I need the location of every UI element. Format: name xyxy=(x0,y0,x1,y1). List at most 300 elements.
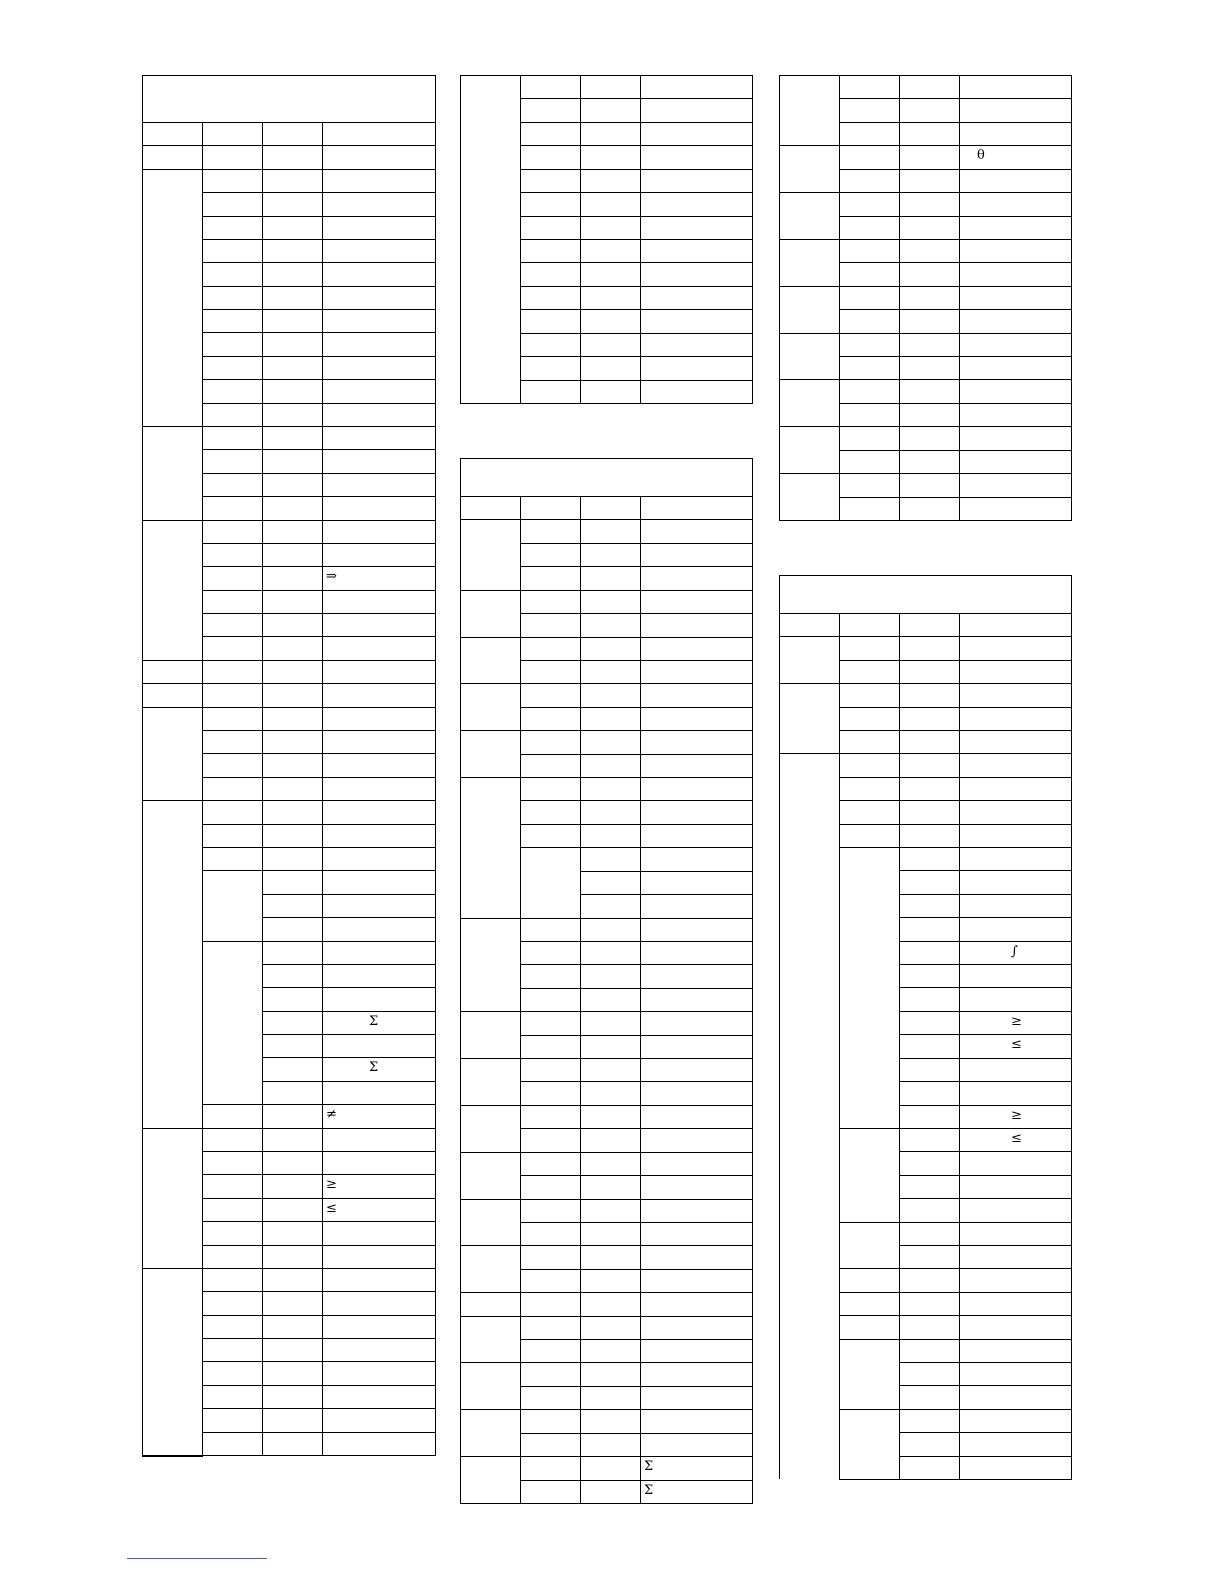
table-3-group-cell xyxy=(779,379,840,427)
table-4-cell xyxy=(899,1245,960,1269)
table-1-cell xyxy=(322,1198,436,1222)
table-2-cell xyxy=(580,519,641,544)
symbol-1-19: ⇒ xyxy=(326,569,337,584)
table-4-group-cell xyxy=(779,683,840,754)
table-1-cell xyxy=(202,286,263,310)
table-2-cell xyxy=(580,730,641,755)
table-1-cell xyxy=(322,169,436,193)
table-1-cell xyxy=(202,683,263,708)
table-1-cell xyxy=(322,987,436,1012)
table-2-group-cell xyxy=(460,730,521,778)
table-1-cell xyxy=(262,192,323,217)
table-1-cell xyxy=(202,449,263,474)
table-2-cell xyxy=(640,1339,753,1363)
table-1-cell xyxy=(202,426,263,450)
table-4-cell xyxy=(899,1339,960,1363)
table-2-cell xyxy=(580,988,641,1012)
table-1-cell xyxy=(202,262,263,287)
table-1-cell xyxy=(202,1104,263,1129)
table-4-group-cell xyxy=(839,1222,900,1269)
table-3-cell xyxy=(839,333,900,357)
table-4-cell xyxy=(959,707,1072,731)
table-1-cell xyxy=(262,870,323,895)
table-1-cell xyxy=(322,917,436,942)
table-1-title-cell xyxy=(142,75,436,123)
table-1-cell xyxy=(202,192,263,217)
table-1-group-cell xyxy=(142,169,203,427)
table-2-cell xyxy=(520,169,581,193)
table-3-group-cell xyxy=(779,239,840,287)
table-2-cell xyxy=(640,1245,753,1270)
table-2-cell xyxy=(640,613,753,638)
table-2-cell xyxy=(640,707,753,731)
table-1-cell xyxy=(202,1315,263,1339)
table-4-cell xyxy=(899,1151,960,1176)
table-4-group-cell xyxy=(839,683,900,708)
table-2-cell xyxy=(580,543,641,567)
table-2-cell xyxy=(520,941,581,965)
table-2-cell xyxy=(580,1199,641,1223)
table-2-header-cell xyxy=(640,496,753,520)
table-4-group-cell xyxy=(839,824,900,848)
table-1-cell xyxy=(322,1315,436,1339)
table-2-cell xyxy=(520,1245,581,1270)
table-3-cell xyxy=(959,379,1072,404)
table-2-cell xyxy=(520,1433,581,1457)
table-2-cell xyxy=(520,519,581,544)
table-4-cell xyxy=(899,1034,960,1059)
table-1-cell xyxy=(322,449,436,474)
table-1-cell xyxy=(262,1385,323,1409)
table-1-cell xyxy=(262,1315,323,1339)
table-2-cell xyxy=(640,192,753,217)
table-2-cell xyxy=(640,122,753,146)
table-1-group-cell xyxy=(142,1455,203,1457)
table-2-cell xyxy=(580,286,641,310)
table-2-cell xyxy=(520,1199,581,1223)
table-2-cell xyxy=(520,216,581,240)
table-4-cell xyxy=(899,1315,960,1340)
table-2-cell xyxy=(580,1456,641,1481)
table-4-cell xyxy=(899,917,960,942)
table-3-cell xyxy=(899,98,960,123)
table-1-cell xyxy=(322,1151,436,1175)
table-2-header-cell xyxy=(460,496,521,520)
table-1-cell xyxy=(322,520,436,544)
table-2-cell xyxy=(580,1386,641,1410)
table-1-cell xyxy=(262,1432,323,1456)
table-3-cell xyxy=(899,473,960,498)
table-4-cell xyxy=(959,1151,1072,1176)
table-1-cell xyxy=(262,1057,323,1082)
table-2-cell xyxy=(520,192,581,217)
table-2-cell xyxy=(580,824,641,848)
table-4-cell xyxy=(899,777,960,801)
table-3-cell xyxy=(959,497,1072,521)
table-2-cell xyxy=(580,75,641,99)
table-2-cell xyxy=(580,1128,641,1153)
table-2-title-cell xyxy=(460,458,753,497)
table-3-cell xyxy=(959,98,1072,123)
table-4-cell xyxy=(959,1456,1072,1480)
table-4-title-cell xyxy=(779,575,1072,614)
table-1-cell xyxy=(322,1408,436,1433)
table-2-cell xyxy=(580,216,641,240)
table-4-group-cell xyxy=(839,1339,900,1410)
table-3-cell xyxy=(899,75,960,99)
table-1-cell xyxy=(202,543,263,567)
table-2-cell xyxy=(520,1105,581,1129)
table-4-cell xyxy=(959,1058,1072,1082)
table-1-cell xyxy=(322,707,436,731)
table-2-cell xyxy=(580,871,641,895)
table-2-group-cell xyxy=(460,1105,521,1153)
table-3-cell xyxy=(839,473,900,498)
table-4-cell xyxy=(899,1198,960,1223)
table-1-cell xyxy=(202,473,263,497)
table-2-cell xyxy=(520,683,581,708)
table-1-cell xyxy=(322,426,436,450)
table-2-cell xyxy=(640,1316,753,1340)
table-3-cell xyxy=(839,169,900,193)
table-3-cell xyxy=(899,309,960,334)
table-2-cell xyxy=(580,1433,641,1457)
table-1-group-cell xyxy=(142,660,203,684)
table-4-cell xyxy=(959,1339,1072,1363)
table-1-cell xyxy=(322,870,436,895)
table-4-cell xyxy=(959,1245,1072,1269)
table-2-cell xyxy=(640,1105,753,1129)
table-2-cell xyxy=(580,145,641,170)
symbol-4-21: ≥ xyxy=(1011,1108,1022,1123)
table-2-cell xyxy=(520,1152,581,1176)
table-2-cell xyxy=(520,122,581,146)
symbol-2-41: Σ xyxy=(644,1459,654,1474)
table-2-group-cell xyxy=(460,1199,521,1246)
table-2-cell xyxy=(580,98,641,123)
table-1-group-cell xyxy=(142,520,203,661)
table-2-cell xyxy=(520,1035,581,1059)
table-4-cell xyxy=(959,1081,1072,1106)
table-1-cell xyxy=(202,613,263,637)
table-2-cell xyxy=(640,145,753,170)
table-2-cell xyxy=(640,1292,753,1317)
table-1-cell xyxy=(262,566,323,591)
table-1-cell xyxy=(202,145,263,170)
table-4-cell xyxy=(959,1409,1072,1433)
table-1-cell xyxy=(322,636,436,661)
table-2-group-cell xyxy=(460,683,521,731)
table-2-cell xyxy=(520,75,581,99)
table-2-cell xyxy=(520,1339,581,1363)
table-4-cell xyxy=(899,1385,960,1410)
table-3-cell xyxy=(899,333,960,357)
table-2-cell xyxy=(640,309,753,334)
table-3-cell xyxy=(839,356,900,380)
table-2-cell xyxy=(520,1175,581,1200)
table-2-cell xyxy=(580,566,641,591)
table-1-cell xyxy=(322,894,436,918)
table-2-cell xyxy=(520,707,581,731)
table-1-cell xyxy=(262,403,323,427)
table-2-cell xyxy=(640,1433,753,1457)
table-4-cell xyxy=(899,1222,960,1246)
table-1-cell xyxy=(202,356,263,380)
table-1-cell xyxy=(322,1221,436,1246)
table-1-cell xyxy=(202,1245,263,1269)
table-2-group-cell xyxy=(460,1362,521,1410)
table-3-cell xyxy=(899,356,960,380)
table-1-cell xyxy=(262,1221,323,1246)
table-3-cell xyxy=(959,333,1072,357)
table-1-cell xyxy=(262,753,323,778)
table-2-cell xyxy=(640,566,753,591)
table-2-cell xyxy=(640,356,753,381)
table-3-cell xyxy=(839,145,900,170)
table-2-cell xyxy=(640,75,753,99)
table-1-cell xyxy=(322,964,436,988)
table-4-cell xyxy=(899,1105,960,1129)
table-1-cell xyxy=(322,543,436,567)
table-2-cell xyxy=(580,1409,641,1434)
table-1-cell xyxy=(202,496,263,521)
table-2-cell xyxy=(640,871,753,895)
table-3-group-cell xyxy=(779,145,840,193)
table-2-cell xyxy=(580,1058,641,1082)
table-4-cell xyxy=(899,1409,960,1433)
table-1-cell xyxy=(262,707,323,731)
table-1-cell xyxy=(322,1432,436,1456)
table-4-cell xyxy=(959,777,1072,801)
table-3-cell xyxy=(839,426,900,451)
table-2-cell xyxy=(640,1152,753,1176)
table-2-cell xyxy=(640,1175,753,1200)
table-2-cell xyxy=(580,1245,641,1270)
table-1-cell xyxy=(262,730,323,754)
table-1-cell xyxy=(202,590,263,614)
table-2-cell xyxy=(520,1456,581,1481)
table-4-group-cell xyxy=(839,1315,900,1340)
table-4-cell xyxy=(899,1175,960,1199)
table-1-cell xyxy=(202,660,263,684)
table-1-cell xyxy=(322,941,436,965)
table-3-cell xyxy=(899,450,960,474)
table-2-cell xyxy=(580,754,641,778)
table-2-group-cell xyxy=(460,637,521,684)
table-2-cell xyxy=(520,566,581,591)
table-2-cell xyxy=(580,964,641,989)
table-4-cell xyxy=(899,800,960,825)
table-1-group-cell xyxy=(142,1128,203,1269)
table-1-cell xyxy=(262,356,323,380)
table-3-cell xyxy=(959,192,1072,217)
table-2-cell xyxy=(640,1480,753,1504)
table-1-cell xyxy=(202,216,263,240)
symbol-4-22: ≤ xyxy=(1011,1131,1022,1146)
table-1-cell xyxy=(262,1245,323,1269)
table-4-cell xyxy=(959,1362,1072,1386)
table-4-cell xyxy=(959,1385,1072,1410)
table-1-cell xyxy=(202,1432,263,1456)
table-4-group-cell xyxy=(839,800,900,825)
table-1-cell xyxy=(322,1268,436,1292)
table-2-cell xyxy=(520,800,581,825)
table-1-group-cell xyxy=(142,1268,203,1456)
symbol-1-40: Σ xyxy=(369,1060,379,1075)
table-2-cell xyxy=(520,1409,581,1434)
table-1-cell xyxy=(202,753,263,778)
table-1-group-cell xyxy=(142,145,203,170)
table-2-cell xyxy=(580,613,641,638)
table-3-cell xyxy=(959,286,1072,310)
table-2-cell xyxy=(580,1152,641,1176)
table-1-cell xyxy=(322,286,436,310)
table-4-cell xyxy=(959,636,1072,661)
table-3-cell xyxy=(899,239,960,263)
table-2-group-cell xyxy=(460,918,521,1012)
table-4-group-cell xyxy=(839,1268,900,1293)
table-3-cell xyxy=(839,309,900,334)
table-3-cell xyxy=(899,216,960,240)
table-2-group-cell xyxy=(460,1152,521,1200)
table-2-cell xyxy=(520,145,581,170)
table-3-cell xyxy=(839,239,900,263)
table-4-cell xyxy=(899,636,960,661)
table-1-cell xyxy=(202,1291,263,1316)
table-2-cell xyxy=(640,964,753,989)
table-1-subgroup-cell xyxy=(202,941,263,1105)
table-4-group-cell xyxy=(839,707,900,731)
symbol-2-42: Σ xyxy=(644,1483,654,1498)
table-3-cell xyxy=(959,309,1072,334)
table-4-group-cell xyxy=(839,777,900,801)
table-2-cell xyxy=(520,1292,581,1317)
table-2-cell xyxy=(520,1011,581,1036)
table-1-cell xyxy=(262,590,323,614)
table-1-cell xyxy=(262,1174,323,1199)
table-4-cell xyxy=(959,1292,1072,1316)
table-1-header-cell xyxy=(202,122,263,146)
table-2-cell xyxy=(640,683,753,708)
table-2-cell xyxy=(520,988,581,1012)
table-3-cell xyxy=(899,169,960,193)
table-1-cell xyxy=(202,1151,263,1175)
table-2-cell xyxy=(520,964,581,989)
table-2-cell xyxy=(580,1011,641,1036)
table-1-cell xyxy=(202,777,263,801)
table-4-cell xyxy=(899,1456,960,1480)
table-1-cell xyxy=(262,473,323,497)
table-4-group-cell xyxy=(839,1409,900,1480)
table-1-cell xyxy=(202,520,263,544)
table-2-cell xyxy=(580,1362,641,1387)
table-2-cell xyxy=(580,1292,641,1317)
table-4-header-cell xyxy=(779,613,840,637)
table-4-cell xyxy=(959,870,1072,895)
table-3-cell xyxy=(899,379,960,404)
table-1-cell xyxy=(322,332,436,357)
table-1-cell xyxy=(322,847,436,871)
table-4-cell xyxy=(899,1432,960,1457)
table-4-cell xyxy=(959,660,1072,684)
table-1-cell xyxy=(262,1151,323,1175)
table-4-open-border xyxy=(779,753,780,1479)
table-2-cell xyxy=(640,380,753,404)
table-3-cell xyxy=(959,145,1072,170)
table-1-cell xyxy=(322,1081,436,1105)
table-2-group-cell xyxy=(460,1409,521,1457)
table-2-cell xyxy=(520,1480,581,1504)
table-2-cell xyxy=(640,1269,753,1293)
table-4-group-cell xyxy=(839,660,900,684)
table-2-cell xyxy=(520,543,581,567)
table-2-cell xyxy=(640,637,753,661)
table-3-cell xyxy=(899,145,960,170)
table-1-cell xyxy=(262,847,323,871)
table-1-cell xyxy=(322,403,436,427)
table-1-cell xyxy=(262,1081,323,1105)
table-4-cell xyxy=(899,660,960,684)
footer-link-underline[interactable] xyxy=(127,1558,267,1559)
table-3-cell xyxy=(899,192,960,217)
table-1-cell xyxy=(322,216,436,240)
table-2-cell xyxy=(640,754,753,778)
table-2-cell xyxy=(520,1386,581,1410)
table-1-group-cell xyxy=(142,707,203,801)
symbol-4-14: ∫ xyxy=(1011,944,1018,959)
table-4-cell xyxy=(959,1198,1072,1223)
table-3-cell xyxy=(899,497,960,521)
table-1-group-cell xyxy=(142,800,203,1129)
table-1-cell xyxy=(322,473,436,497)
table-2-cell xyxy=(640,1199,753,1223)
table-2-cell xyxy=(520,777,581,801)
table-4-cell xyxy=(959,1222,1072,1246)
table-1-cell xyxy=(202,730,263,754)
table-2-cell xyxy=(580,239,641,263)
table-3-cell xyxy=(839,216,900,240)
table-2-group-cell xyxy=(460,519,521,591)
table-2-cell xyxy=(580,707,641,731)
table-1-cell xyxy=(262,1011,323,1035)
table-3-cell xyxy=(959,75,1072,99)
table-4-cell xyxy=(899,753,960,778)
table-1-cell xyxy=(262,145,323,170)
table-2-cell xyxy=(580,1222,641,1246)
table-1-cell xyxy=(262,1104,323,1129)
table-2-cell xyxy=(580,1175,641,1200)
table-1-group-cell xyxy=(142,683,203,708)
symbol-1-45: ≥ xyxy=(326,1177,337,1192)
table-2-cell xyxy=(580,356,641,381)
table-2-cell xyxy=(640,847,753,872)
symbol-3-3: θ xyxy=(977,148,985,163)
table-1-cell xyxy=(202,332,263,357)
table-3-group-cell xyxy=(779,75,840,146)
table-3-cell xyxy=(839,379,900,404)
symbol-4-17: ≥ xyxy=(1011,1014,1022,1029)
table-3-cell xyxy=(899,403,960,427)
table-1-cell xyxy=(322,1034,436,1058)
table-2-cell xyxy=(520,1128,581,1153)
table-1-cell xyxy=(322,1057,436,1082)
symbol-4-18: ≤ xyxy=(1011,1037,1022,1052)
table-1-cell xyxy=(202,1268,263,1292)
table-2-cell xyxy=(640,824,753,848)
table-2-cell xyxy=(640,239,753,263)
table-3-cell xyxy=(899,426,960,451)
table-1-cell xyxy=(322,239,436,263)
